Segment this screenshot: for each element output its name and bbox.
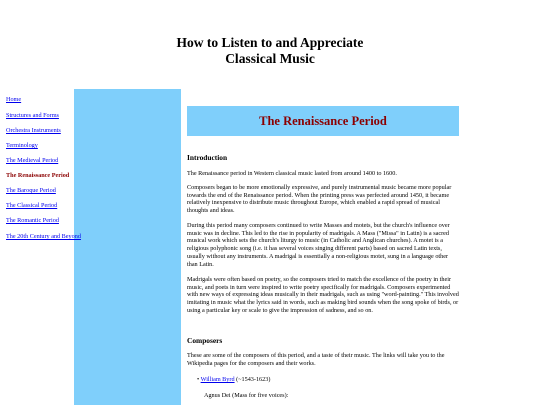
nav-item-20th-century[interactable] [6, 233, 81, 241]
composer-dates: (~1543-1623) [234, 376, 271, 383]
site-title-line-2: Classical Music [225, 51, 315, 66]
nav-current-renaissance-period: The Renaissance Period [6, 172, 70, 179]
nav-item-structures-and-forms[interactable] [6, 112, 59, 120]
page-title-banner [187, 106, 459, 136]
intro-paragraph-1: The Renaissance period in Western classical music lasted from around 1400 to 1600. [187, 170, 397, 177]
nav-item-medieval-period[interactable] [6, 157, 58, 165]
page-title: The Renaissance Period [259, 114, 387, 128]
nav-item-orchestra-instruments[interactable] [6, 127, 61, 135]
section-heading-introduction: Introduction [187, 153, 228, 162]
nav-link-classical-period[interactable]: The Classical Period [6, 202, 58, 209]
sidebar [74, 89, 181, 405]
work-title: Agnus Dei (Mass for five voices): [204, 392, 289, 399]
nav-item-romantic-period[interactable] [6, 217, 59, 225]
intro-paragraph-3: During this period many composers continued to write Masses and motets, but the church's influence over music was in decline. This led to the rise in popularity of madrigals. A Mass ("Missa" in Latin) is a sacred musical work which sets the church's liturgy to music (in Catholic and Anglican churches). A motet is a religious polyphonic song (i.e. it has several voices singing different parts) based on sacred Latin texts, usually without any instruments. A madrigal is essentially a non-religious motet, sung in a language other than Latin. [187, 222, 450, 268]
section-heading-composers: Composers [187, 336, 223, 345]
nav-link-home[interactable]: Home [6, 96, 22, 103]
nav-link-terminology[interactable]: Terminology [6, 142, 38, 149]
site-title [0, 35, 540, 67]
intro-paragraph-2: Composers began to be more emotionally expressive, and purely instrumental music became more popular towards the end of the Renaissance period. When the printing press was perfected around 1450, it became relatively inexpensive to distribute music throughout Europe, which enabled a rapid spread of musical thoughts and ideas. [187, 184, 452, 215]
composers-paragraph: These are some of the composers of this period, and a taste of their music. The links will take you to the Wikipedia pages for the composers and their works. [187, 352, 445, 367]
nav-item-renaissance-period [6, 172, 69, 180]
nav-link-orchestra-instruments[interactable]: Orchestra Instruments [6, 127, 61, 134]
nav-link-medieval-period[interactable]: The Medieval Period [6, 157, 59, 164]
nav-link-structures-and-forms[interactable]: Structures and Forms [6, 112, 59, 119]
nav-link-20th-century[interactable]: The 20th Century and Beyond [6, 233, 81, 240]
intro-paragraph-4: Madrigals were often based on poetry, so the composers tried to match the excellence of the poetry in their music, and poets in turn were inspired to write poetry specifically for madrigals. Composers experimented with new ways of expressing ideas musically in their madrigals, such as using "word-painting." This involved imitating in music what the lyrics said in words, such as making bird sounds when the song spoke of birds, or using a particular key or scale to give the impression of sadness, and so on. [187, 276, 459, 314]
nav-item-baroque-period[interactable] [6, 187, 56, 195]
list-item [197, 376, 270, 383]
nav-link-baroque-period[interactable]: The Baroque Period [6, 187, 56, 194]
nav-item-home[interactable] [6, 96, 21, 104]
nav-link-romantic-period[interactable]: The Romantic Period [6, 217, 59, 224]
nav-item-classical-period[interactable] [6, 202, 57, 210]
site-title-line-1: How to Listen to and Appreciate [176, 35, 364, 50]
bullet-icon: • [197, 376, 200, 383]
nav-item-terminology[interactable] [6, 142, 38, 150]
composer-link-william-byrd[interactable]: William Byrd [200, 376, 235, 383]
